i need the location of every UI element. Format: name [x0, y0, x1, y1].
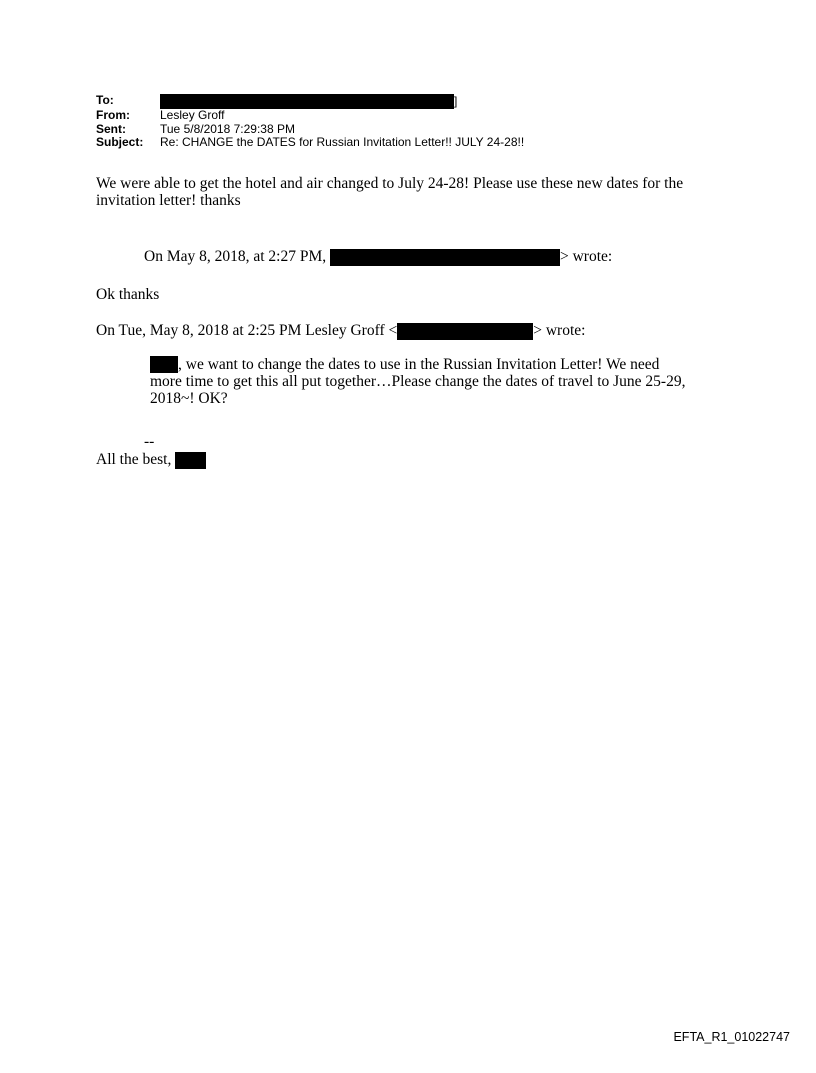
subject-label: Subject: [96, 135, 144, 149]
quote1-line [144, 248, 612, 266]
inner-quote [150, 356, 690, 407]
redaction-quote1 [330, 249, 560, 266]
redaction-signature [175, 452, 206, 469]
to-trailing: ] [454, 93, 458, 108]
signature-text: All the best, [96, 451, 172, 468]
subject-row [96, 136, 524, 150]
signature-dash: -- [144, 433, 155, 450]
from-value: Lesley Groff [160, 108, 225, 122]
redaction-quote2 [397, 323, 533, 340]
inner-text: , we want to change the dates to use in the Russian Invitation Letter! We need more time to get this all put together…Please change the dates of travel to June 25-29, 2018~! OK? [150, 356, 686, 407]
sent-row [96, 123, 524, 137]
from-row [96, 109, 524, 123]
document-id: EFTA_R1_01022747 [673, 1030, 790, 1044]
email-header [96, 94, 524, 150]
quote2-prefix: On Tue, May 8, 2018 at 2:25 PM Lesley Groff < [96, 322, 398, 339]
reply-text: Ok thanks [96, 286, 160, 303]
sent-label: Sent: [96, 121, 126, 136]
quote1-prefix: On May 8, 2018, at 2:27 PM, [144, 248, 327, 265]
to-label: To: [96, 93, 114, 107]
body-paragraph: We were able to get the hotel and air changed to July 24-28! Please use these new dates for the invitation letter! thanks [96, 175, 684, 209]
redaction-to [160, 94, 454, 109]
quote1-suffix: > wrote: [560, 248, 613, 265]
sent-value: Tue 5/8/2018 7:29:38 PM [160, 121, 295, 136]
signature [96, 451, 206, 469]
to-row [96, 94, 524, 109]
quote2-suffix: > wrote: [533, 322, 586, 339]
from-label: From: [96, 108, 130, 122]
subject-value: Re: CHANGE the DATES for Russian Invitation Letter!! JULY 24-28!! [160, 135, 525, 149]
quote2-line [96, 322, 585, 340]
redaction-inner [150, 356, 178, 373]
